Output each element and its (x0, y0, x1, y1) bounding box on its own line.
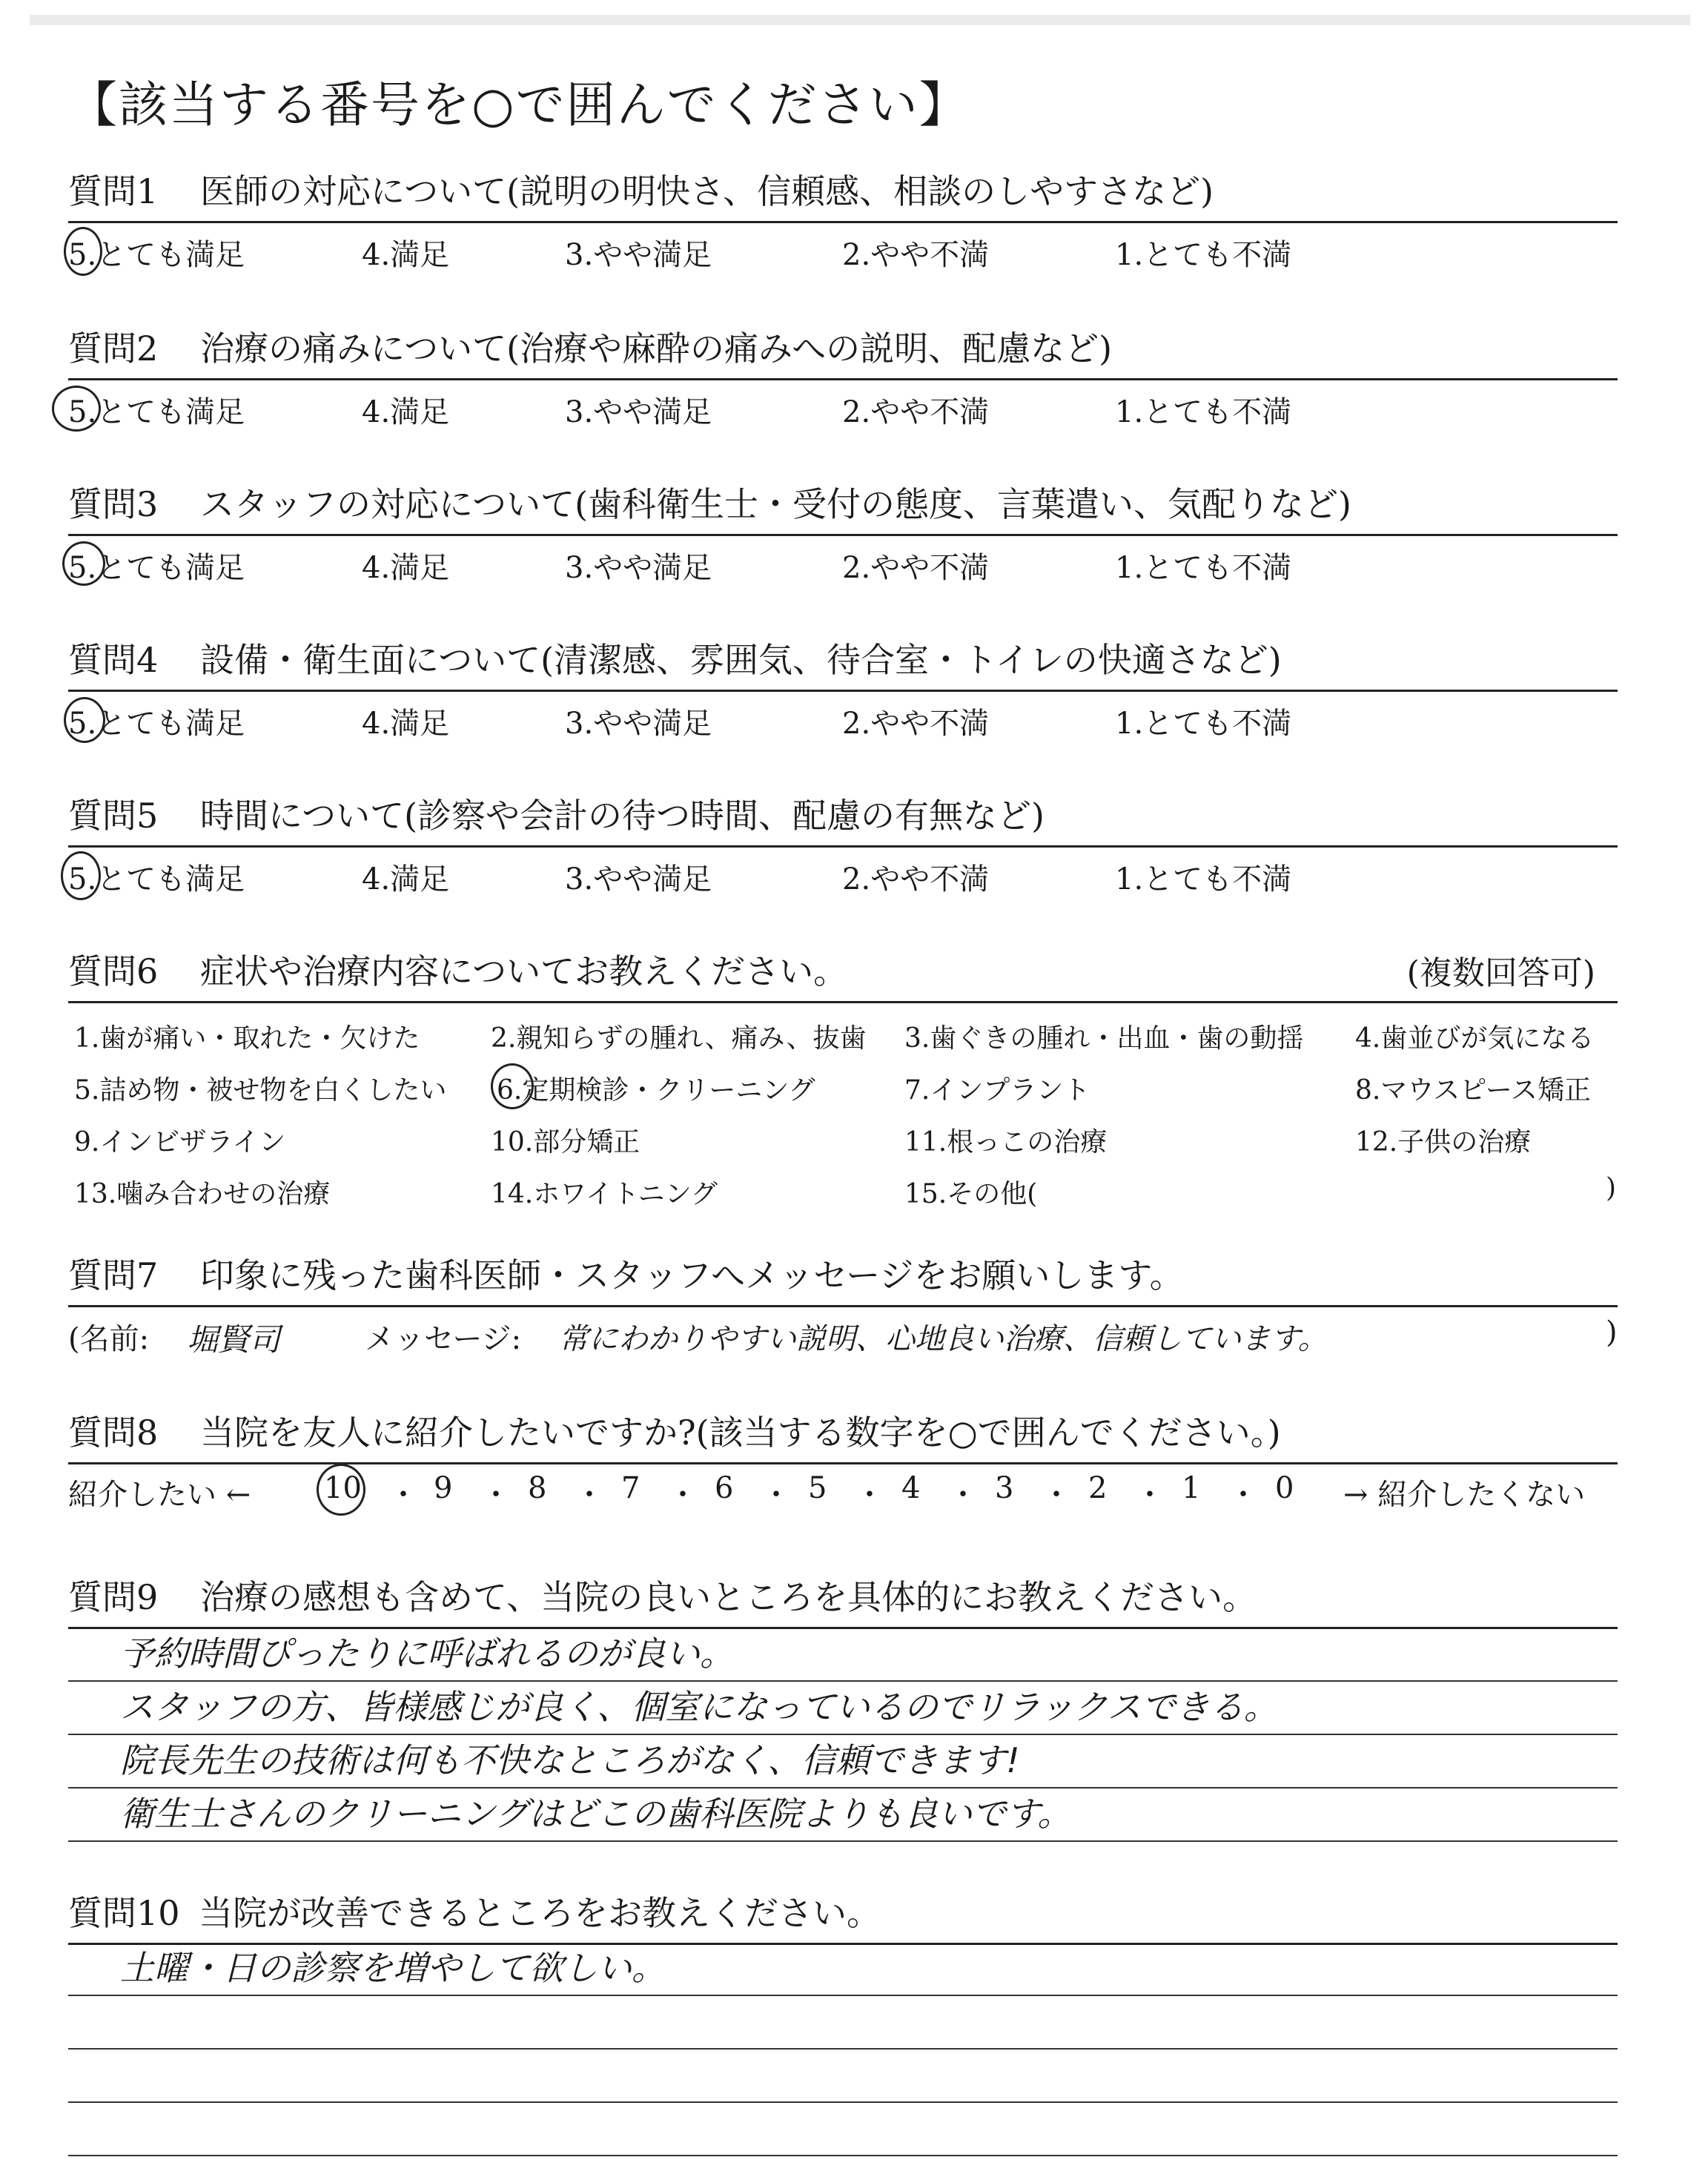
option-3[interactable]: 3.やや満足 (565, 551, 712, 585)
scale-right-label: → 紹介したくない (1343, 1478, 1586, 1512)
option-5-selected[interactable]: 5.とても満足 (68, 544, 245, 587)
answer-line (68, 2050, 1618, 2103)
option-4[interactable]: 4.満足 (362, 707, 450, 741)
answer-line (68, 2103, 1618, 2156)
option-5-selected[interactable]: 5.とても満足 (68, 231, 245, 274)
question-3-header (68, 473, 1618, 536)
question-text: 医師の対応について(説明の明快さ、信頼感、相談のしやすさなど) (200, 171, 1214, 211)
selection-circle (491, 1063, 534, 1109)
question-text: 症状や治療内容についてお教えください。 (200, 951, 848, 991)
question-text: 時間について(診察や会計の待つ時間、配慮の有無など) (200, 796, 1045, 836)
answer-text: スタッフの方、皆様感じが良く、個室になっているのでリラックスできる。 (120, 1687, 1278, 1727)
question-text: 当院を友人に紹介したいですか?(該当する数字を○で囲んでください。) (200, 1413, 1281, 1453)
question-text: スタッフの対応について(歯科衛生士・受付の態度、言葉遣い、気配りなど) (200, 484, 1351, 524)
scale-dot: ・ (1228, 1478, 1258, 1512)
symptom-item[interactable]: 13.噛み合わせの治療 (74, 1179, 331, 1209)
question-number: 質問6 (68, 951, 159, 991)
symptom-item[interactable]: 2.親知らずの腫れ、痛み、抜歯 (491, 1023, 867, 1054)
selection-circle (317, 1464, 365, 1516)
scale-dot: ・ (948, 1478, 978, 1512)
option-3[interactable]: 3.やや満足 (565, 395, 712, 429)
scale-value[interactable]: 1 (1182, 1471, 1201, 1505)
question-3-options (68, 544, 1618, 589)
option-3[interactable]: 3.やや満足 (565, 862, 712, 896)
scale-value[interactable]: 6 (715, 1471, 734, 1505)
question-text: 治療の感想も含めて、当院の良いところを具体的にお教えください。 (200, 1577, 1257, 1617)
scale-dot: ・ (575, 1478, 604, 1512)
symptom-item[interactable]: 7.インプラント (904, 1075, 1090, 1106)
scale-left-label: 紹介したい ← (68, 1478, 251, 1512)
option-4[interactable]: 4.満足 (362, 395, 450, 429)
selection-circle (64, 227, 102, 276)
option-2[interactable]: 2.やや不満 (842, 395, 990, 429)
option-1[interactable]: 1.とても不満 (1115, 707, 1292, 741)
question-number: 質問8 (68, 1413, 159, 1453)
scale-dot: ・ (855, 1478, 884, 1512)
multiple-answers-note: (複数回答可) (1406, 954, 1595, 992)
option-3[interactable]: 3.やや満足 (565, 238, 712, 272)
option-1[interactable]: 1.とても不満 (1115, 862, 1292, 896)
scale-dot: ・ (761, 1478, 791, 1512)
question-number: 質問7 (68, 1255, 159, 1295)
question-7-header (68, 1244, 1618, 1307)
question-number: 質問5 (68, 796, 159, 836)
symptom-item[interactable]: 9.インビザライン (74, 1127, 286, 1157)
scale-value[interactable]: 8 (528, 1471, 547, 1505)
message-close-paren: ) (1606, 1315, 1618, 1350)
answer-line (68, 1943, 1618, 1996)
option-4[interactable]: 4.満足 (362, 238, 450, 272)
selection-circle (64, 697, 105, 743)
recommend-scale (68, 1471, 1618, 1516)
answer-text: 院長先生の技術は何も不快なところがなく、信頼できます! (120, 1740, 1020, 1780)
option-1[interactable]: 1.とても不満 (1115, 395, 1292, 429)
question-number: 質問3 (68, 484, 159, 524)
option-2[interactable]: 2.やや不満 (842, 238, 990, 272)
symptom-item[interactable]: 10.部分矯正 (491, 1127, 640, 1157)
answer-text: 予約時間ぴったりに呼ばれるのが良い。 (120, 1634, 734, 1674)
question-number: 質問2 (68, 328, 159, 369)
option-5-selected[interactable]: 5.とても満足 (68, 856, 245, 898)
scale-value[interactable]: 0 (1275, 1471, 1294, 1505)
name-label: (名前: (68, 1322, 150, 1356)
selection-circle (62, 541, 105, 586)
question-2-header (68, 317, 1618, 380)
message-value[interactable]: 常にわかりやすい説明、心地良い治療、信頼しています。 (559, 1322, 1328, 1356)
option-5-selected[interactable]: 5.とても満足 (68, 700, 245, 742)
scale-value-selected[interactable]: 10 (324, 1471, 362, 1505)
symptom-item[interactable]: 3.歯ぐきの腫れ・出血・歯の動揺 (904, 1023, 1304, 1054)
selection-circle (61, 851, 101, 900)
symptom-other-close: ) (1606, 1173, 1617, 1203)
option-4[interactable]: 4.満足 (362, 862, 450, 896)
question-text: 治療の痛みについて(治療や麻酔の痛みへの説明、配慮など) (200, 328, 1113, 369)
question-4-header (68, 629, 1618, 692)
scan-top-band (30, 15, 1690, 25)
selection-circle (52, 386, 101, 432)
answer-line (68, 1996, 1618, 2050)
question-9-header (68, 1566, 1618, 1629)
scale-value[interactable]: 4 (901, 1471, 921, 1505)
question-6-header (68, 940, 1618, 1003)
question-number: 質問4 (68, 640, 159, 680)
question-number: 質問9 (68, 1577, 159, 1617)
scale-value[interactable]: 9 (434, 1471, 453, 1505)
question-1-header (68, 160, 1618, 223)
answer-line (68, 1682, 1618, 1735)
scale-value[interactable]: 3 (995, 1471, 1014, 1505)
answer-text: 衛生士さんのクリーニングはどこの歯科医院よりも良いです。 (120, 1794, 1072, 1834)
option-3[interactable]: 3.やや満足 (565, 707, 712, 741)
question-text: 当院が改善できるところをお教えください。 (199, 1893, 881, 1933)
question-text: 印象に残った歯科医師・スタッフへメッセージをお願いします。 (200, 1255, 1184, 1295)
instruction-heading: 【該当する番号を○で囲んでください】 (68, 76, 970, 133)
improvement-answer-area[interactable] (68, 1943, 1618, 2156)
scale-dot: ・ (481, 1478, 511, 1512)
symptom-item[interactable]: 1.歯が痛い・取れた・欠けた (74, 1023, 420, 1054)
question-number: 質問1 (68, 171, 159, 211)
name-value[interactable]: 堀賢司 (187, 1321, 281, 1358)
question-text: 設備・衛生面について(清潔感、雰囲気、待合室・トイレの快適さなど) (200, 640, 1282, 680)
symptom-item[interactable]: 4.歯並びが気になる (1355, 1023, 1595, 1054)
answer-line (68, 1789, 1618, 1842)
question-number: 質問10 (68, 1893, 180, 1933)
option-2[interactable]: 2.やや不満 (842, 551, 990, 585)
question-8-header (68, 1401, 1618, 1464)
scale-dot: ・ (668, 1478, 698, 1512)
answer-line (68, 1628, 1618, 1682)
symptom-item[interactable]: 11.根っこの治療 (904, 1127, 1108, 1157)
question-5-header (68, 785, 1618, 848)
question-5-options (68, 856, 1618, 900)
question-4-options (68, 700, 1618, 744)
scale-value[interactable]: 7 (621, 1471, 640, 1505)
good-points-answer-area[interactable] (68, 1628, 1618, 1842)
symptom-item[interactable]: 5.詰め物・被せ物を白くしたい (74, 1075, 447, 1106)
symptom-item-other[interactable]: 15.その他( (904, 1179, 1038, 1209)
question-1-options (68, 231, 1618, 276)
option-1[interactable]: 1.とても不満 (1115, 238, 1292, 272)
message-label: メッセージ: (365, 1322, 522, 1356)
option-2[interactable]: 2.やや不満 (842, 862, 990, 896)
message-line (68, 1315, 1618, 1360)
symptom-item[interactable]: 14.ホワイトニング (491, 1179, 718, 1209)
scale-value[interactable]: 2 (1088, 1471, 1108, 1505)
scale-value[interactable]: 5 (808, 1471, 827, 1505)
scale-dot: ・ (1042, 1478, 1071, 1512)
scale-dot: ・ (1135, 1478, 1165, 1512)
symptom-item-selected[interactable]: 6.定期検診・クリーニング (497, 1069, 815, 1107)
option-2[interactable]: 2.やや不満 (842, 707, 990, 741)
answer-text: 土曜・日の診察を増やして欲しい。 (120, 1948, 666, 1988)
scale-dot: ・ (388, 1478, 418, 1512)
option-5-selected[interactable]: 5.とても満足 (68, 389, 245, 431)
symptom-item[interactable]: 12.子供の治療 (1355, 1127, 1532, 1157)
question-10-header (68, 1882, 1618, 1945)
option-4[interactable]: 4.満足 (362, 551, 450, 585)
symptom-item[interactable]: 8.マウスピース矯正 (1355, 1075, 1592, 1106)
option-1[interactable]: 1.とても不満 (1115, 551, 1292, 585)
answer-line (68, 1735, 1618, 1789)
question-2-options (68, 389, 1618, 433)
